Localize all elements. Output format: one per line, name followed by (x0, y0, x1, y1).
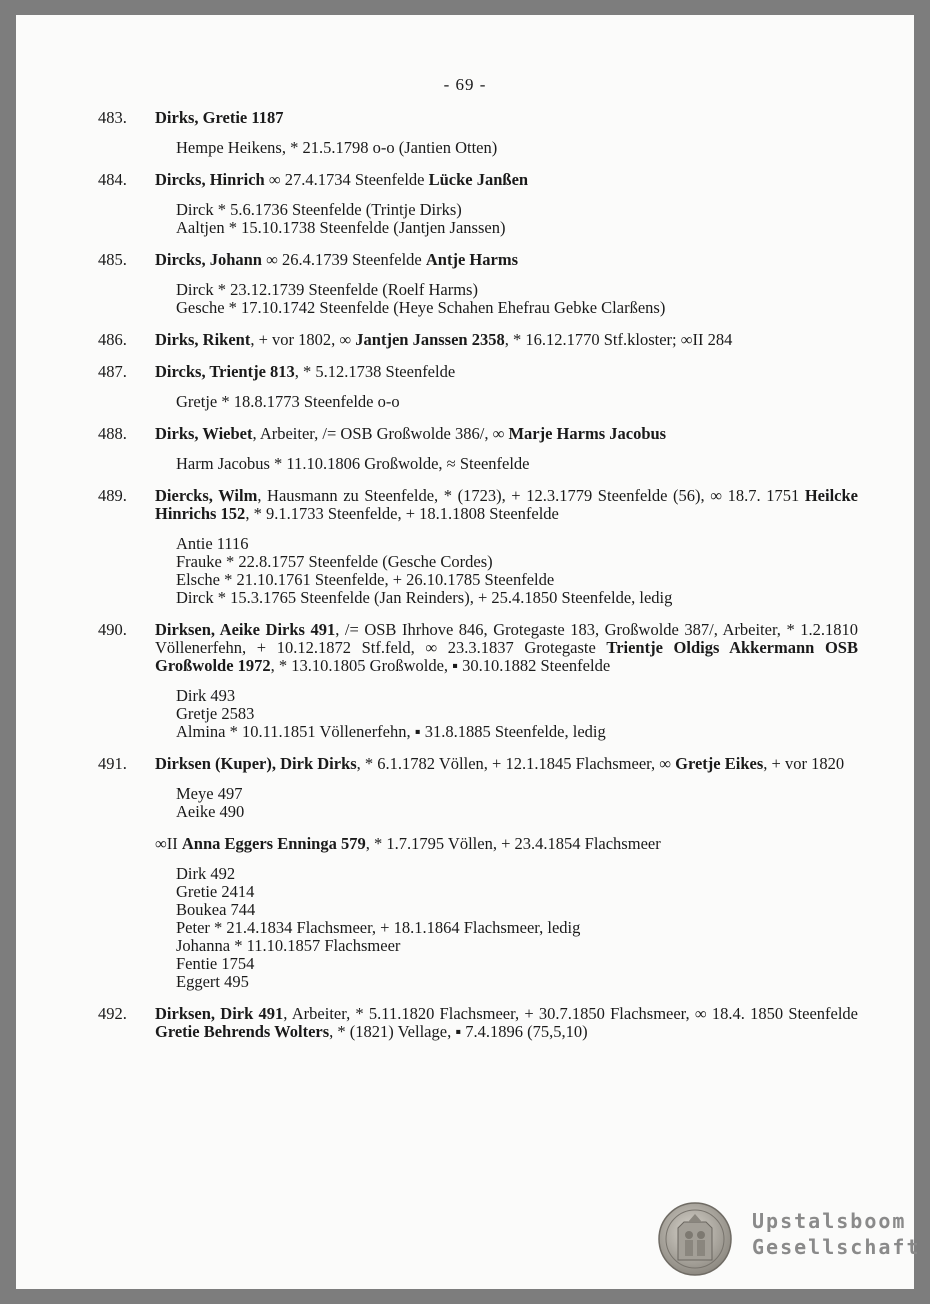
children-list (155, 281, 858, 317)
person-name: Dirks, Wiebet (155, 424, 253, 443)
person-name: Heilcke Hinrichs 152 (155, 486, 858, 523)
entry-detail: , + vor 1820 (763, 754, 845, 773)
entry-detail: , * 13.10.1805 Großwolde, ▪ 30.10.1882 Steenfelde (270, 656, 611, 675)
entry-heading (155, 755, 858, 773)
entry-detail: , Hausmann zu Steenfelde, * (1723), + 12.3.1779 Steenfelde (56), ∞ 18.7. 1751 (257, 486, 805, 505)
child-line: Meye 497 (176, 784, 243, 803)
person-name: Gretje Eikes (675, 754, 764, 773)
child-line: Aaltjen * 15.10.1738 Steenfelde (Jantjen Janssen) (176, 218, 506, 237)
genealogy-entry (98, 487, 858, 607)
children-list (155, 785, 858, 821)
person-name: Anna Eggers Enninga 579 (181, 834, 366, 853)
entry-detail: ∞II (155, 834, 182, 853)
children-list (155, 865, 858, 991)
entry-number: 488. (98, 424, 127, 443)
entry-number: 485. (98, 250, 127, 269)
child-line: Gretie 2414 (176, 882, 255, 901)
entry-number: 490. (98, 620, 127, 639)
children-list (155, 201, 858, 237)
child-line: Elsche * 21.10.1761 Steenfelde, + 26.10.1785 Steenfelde (176, 570, 555, 589)
entry-number: 489. (98, 486, 127, 505)
second-marriage (155, 835, 858, 853)
society-logo (658, 1200, 921, 1280)
seal-icon (658, 1202, 732, 1276)
person-name: Diercks, Wilm (155, 486, 258, 505)
child-line: Almina * 10.11.1851 Völlenerfehn, ▪ 31.8.1885 Steenfelde, ledig (176, 722, 606, 741)
entry-number: 484. (98, 170, 127, 189)
person-name: Marje Harms Jacobus (508, 424, 667, 443)
entry-number: 483. (98, 108, 127, 127)
entry-number: 486. (98, 330, 127, 349)
child-line: Peter * 21.4.1834 Flachsmeer, + 18.1.1864 Flachsmeer, ledig (176, 918, 581, 937)
entry-number: 491. (98, 754, 127, 773)
genealogy-entry (98, 363, 858, 411)
entry-detail: , Arbeiter, /= OSB Großwolde 386/, ∞ (252, 424, 509, 443)
entry-number: 487. (98, 362, 127, 381)
entry-number: 492. (98, 1004, 127, 1023)
person-name: Lücke Janßen (428, 170, 529, 189)
genealogy-entry (98, 755, 858, 991)
child-line: Gesche * 17.10.1742 Steenfelde (Heye Schahen Ehefrau Gebke Clarßens) (176, 298, 666, 317)
page-number: - 69 - (443, 75, 487, 94)
child-line: Boukea 744 (176, 900, 256, 919)
entry-detail: , * 9.1.1733 Steenfelde, + 18.1.1808 Steenfelde (245, 504, 559, 523)
person-name: Trientje Oldigs Akkermann OSB Großwolde 1972 (155, 638, 858, 675)
person-name: Gretie Behrends Wolters (155, 1022, 330, 1041)
children-list (155, 393, 858, 411)
entry-heading (155, 109, 858, 127)
entry-detail: ∞ 27.4.1734 Steenfelde (264, 170, 429, 189)
entry-detail: , * 6.1.1782 Völlen, + 12.1.1845 Flachsmeer, ∞ (356, 754, 676, 773)
genealogy-entry (98, 109, 858, 157)
genealogy-entry (98, 425, 858, 473)
genealogy-entry (98, 171, 858, 237)
children-list (155, 139, 858, 157)
child-line: Dirk 493 (176, 686, 236, 705)
genealogy-entry (98, 621, 858, 741)
children-list (155, 455, 858, 473)
entry-heading (155, 621, 858, 675)
children-list (155, 535, 858, 607)
entry-heading (155, 363, 858, 381)
entry-detail: , * (1821) Vellage, ▪ 7.4.1896 (75,5,10) (329, 1022, 588, 1041)
child-line: Frauke * 22.8.1757 Steenfelde (Gesche Cordes) (176, 552, 493, 571)
person-name: Jantjen Janssen 2358 (355, 330, 505, 349)
logo-text-line1: Upstalsboom (752, 1209, 907, 1233)
entry-heading (155, 251, 858, 269)
genealogy-entry (98, 331, 858, 349)
entry-heading (155, 425, 858, 443)
entry-detail: , /= OSB Ihrhove 846, Grotegaste 183, Großwolde 387/, Arbeiter, * 1.2.1810 Völlenerfehn, + 10.12.1872 Stf.feld, ∞ 23.3.1837 Grotegaste (155, 620, 858, 657)
child-line: Harm Jacobus * 11.10.1806 Großwolde, ≈ Steenfelde (176, 454, 530, 473)
child-line: Dirck * 23.12.1739 Steenfelde (Roelf Harms) (176, 280, 478, 299)
child-line: Hempe Heikens, * 21.5.1798 o-o (Jantien Otten) (176, 138, 498, 157)
genealogy-entry (98, 1005, 858, 1041)
logo-text-line2: Gesellschaft (752, 1235, 921, 1259)
entry-detail: , + vor 1802, ∞ (250, 330, 356, 349)
child-line: Antie 1116 (176, 534, 249, 553)
child-line: Johanna * 11.10.1857 Flachsmeer (176, 936, 401, 955)
person-name: Dircks, Hinrich (155, 170, 265, 189)
child-line: Dirck * 5.6.1736 Steenfelde (Trintje Dirks) (176, 200, 462, 219)
person-name: Dirks, Rikent (155, 330, 251, 349)
person-name: Dirksen, Aeike Dirks 491 (155, 620, 336, 639)
person-name: Dircks, Johann (155, 250, 262, 269)
entry-detail: , Arbeiter, * 5.11.1820 Flachsmeer, + 30.7.1850 Flachsmeer, ∞ 18.4. 1850 Steenfelde (283, 1004, 859, 1023)
person-name: Dircks, Trientje 813 (155, 362, 295, 381)
children-list (155, 687, 858, 741)
genealogy-entry (98, 251, 858, 317)
person-name: Dirksen (Kuper), Dirk Dirks (155, 754, 357, 773)
child-line: Fentie 1754 (176, 954, 255, 973)
child-line: Gretje 2583 (176, 704, 255, 723)
child-line: Dirck * 15.3.1765 Steenfelde (Jan Reinders), + 25.4.1850 Steenfelde, ledig (176, 588, 673, 607)
person-name: Dirks, Gretie 1187 (155, 108, 284, 127)
child-line: Gretje * 18.8.1773 Steenfelde o-o (176, 392, 400, 411)
document-page (16, 15, 921, 1289)
entry-heading (155, 331, 858, 349)
entry-detail: , * 1.7.1795 Völlen, + 23.4.1854 Flachsmeer (365, 834, 661, 853)
entry-heading (155, 1005, 858, 1041)
entry-heading (155, 171, 858, 189)
entry-detail: , * 5.12.1738 Steenfelde (294, 362, 456, 381)
entry-detail: , * 16.12.1770 Stf.kloster; ∞II 284 (504, 330, 733, 349)
person-name: Dirksen, Dirk 491 (155, 1004, 284, 1023)
person-name: Antje Harms (425, 250, 518, 269)
child-line: Eggert 495 (176, 972, 249, 991)
entry-list (98, 109, 858, 1041)
child-line: Dirk 492 (176, 864, 236, 883)
child-line: Aeike 490 (176, 802, 245, 821)
entry-heading (155, 487, 858, 523)
entry-detail: ∞ 26.4.1739 Steenfelde (261, 250, 426, 269)
